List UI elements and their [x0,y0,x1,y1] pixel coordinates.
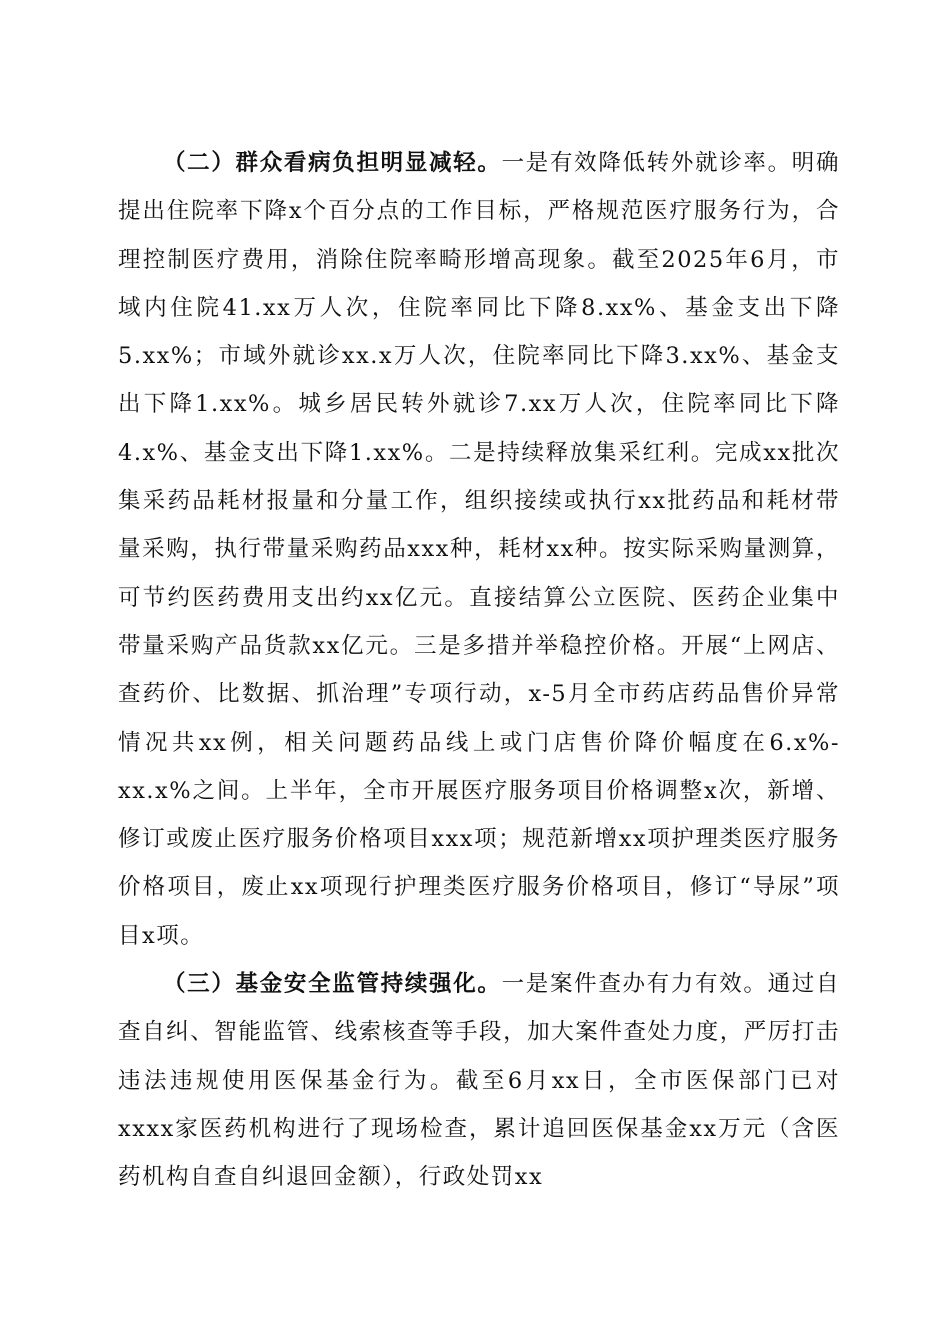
paragraph-text: 一是有效降低转外就诊率。明确提出住院率下降x个百分点的工作目标，严格规范医疗服务行为，合理控制医疗费用，消除住院率畸形增高现象。截至2025年6月，市域内住院41.xx万人次，住院率同比下降8.xx%、基金支出下降5.xx%；市域外就诊xx.x万人次，住院率同比下降3.xx%、基金支出下降1.xx%。城乡居民转外就诊7.xx万人次，住院率同比下降4.x%、基金支出下降1.xx%。二是持续释放集采红利。完成xx批次集采药品耗材报量和分量工作，组织接续或执行xx批药品和耗材带量采购，执行带量采购药品xxx种，耗材xx种。按实际采购量测算，可节约医药费用支出约xx亿元。直接结算公立医院、医药企业集中带量采购产品货款xx亿元。三是多措并举稳控价格。开展“上网店、查药价、比数据、抓治理”专项行动，x-5月全市药店药品售价异常情况共xx例，相关问题药品线上或门店售价降价幅度在6.x%-xx.x%之间。上半年，全市开展医疗服务项目价格调整x次，新增、修订或废止医疗服务价格项目xxx项；规范新增xx项护理类医疗服务价格项目，废止xx项现行护理类医疗服务价格项目，修订“导尿”项目x项。 [118,150,840,949]
section-heading: （三）基金安全监管持续强化。 [163,971,502,998]
paragraph-section-3 [118,960,840,1201]
paragraph-text: 一是案件查办有力有效。通过自查自纠、智能监管、线索核查等手段，加大案件查处力度，严厉打击违法违规使用医保基金行为。截至6月xx日，全市医保部门已对xxxx家医药机构进行了现场检查，累计追回医保基金xx万元（含医药机构自查自纠退回金额），行政处罚xx [118,971,840,1191]
section-heading: （二）群众看病负担明显减轻。 [163,150,502,176]
paragraph-section-2 [118,139,840,960]
document-body [118,139,840,1202]
